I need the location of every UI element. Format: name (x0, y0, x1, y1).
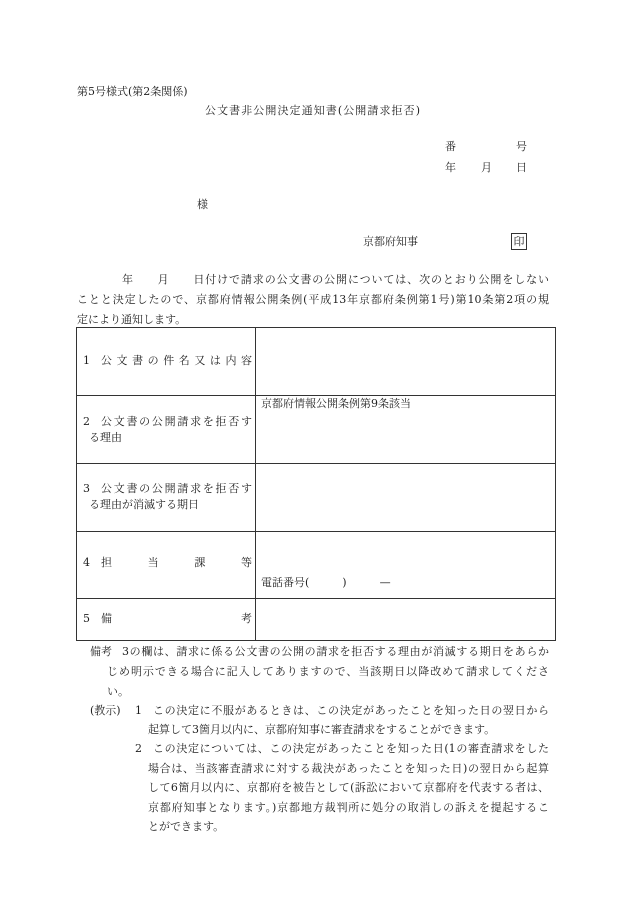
instruction-line: この決定に不服があるときは、この決定があったことを知った日の翌日から (153, 704, 549, 717)
row-number: 3 (83, 482, 90, 495)
instruction-line: 起算して3箇月以内に、京都府知事に審査請求をすることができます。 (148, 723, 496, 736)
instruction-line: 京都府知事となります。)京都地方裁判所に処分の取消しの訴えを提起するこ (148, 801, 549, 814)
remarks-label: 備考 (90, 645, 112, 658)
row-label: 公文書の件名又は内容 (101, 354, 252, 367)
row-value-cell (256, 599, 555, 640)
table-row (77, 464, 555, 532)
phone-number-line: 電話番号( ) — (261, 576, 391, 589)
row-value-cell (256, 328, 555, 395)
row-label: る理由 (89, 431, 122, 444)
row-number: 4 (83, 556, 90, 569)
reference-number-suffix: 号 (516, 140, 527, 153)
instruction-item-number: 1 (135, 704, 142, 717)
addressee-honorific: 様 (197, 198, 208, 211)
date-day-label: 日 (516, 161, 527, 174)
instruction-label: (教示) (90, 704, 121, 717)
row-label: 備考 (101, 612, 252, 625)
remarks-line: い。 (107, 685, 129, 698)
row-number: 1 (83, 354, 90, 367)
row-label-cell (77, 328, 256, 395)
table-row (77, 328, 555, 396)
instruction-line: この決定については、この決定があったことを知った日(1の審査請求をした (153, 742, 549, 755)
form-number: 第5号様式(第2条関係) (77, 85, 188, 98)
reference-number-prefix: 番 (445, 140, 456, 153)
row-label-cell (77, 464, 256, 531)
row-label-cell (77, 396, 256, 463)
row-label: 公文書の公開請求を拒否す (101, 482, 252, 495)
seal-box: 印 (511, 233, 527, 250)
row-label: る理由が消滅する期日 (89, 498, 199, 511)
table-row (77, 532, 555, 599)
date-month-label: 月 (481, 161, 492, 174)
table-row (77, 396, 555, 464)
row-label: 公文書の公開請求を拒否す (101, 415, 252, 428)
body-line: 定により通知します。 (77, 313, 187, 326)
issuer-name: 京都府知事 (363, 235, 418, 248)
row-value-cell (256, 396, 555, 463)
row-number: 2 (83, 415, 90, 428)
refusal-reason-value: 京都府情報公開条例第9条該当 (261, 397, 411, 410)
row-label-cell (77, 532, 256, 598)
instruction-line: とができます。 (148, 820, 225, 833)
instruction-line: 場合は、当該審査請求に対する裁決があったことを知った日)の翌日から起算 (148, 762, 549, 775)
table-row (77, 599, 555, 640)
remarks-line: じめ明示できる場合に記入してありますので、当該期日以降改めて請求してくださ (107, 665, 549, 678)
instruction-line: して6箇月以内に、京都府を被告として(訴訟において京都府を代表する者は、 (148, 781, 549, 794)
body-line: ことと決定したので、京都府情報公開条例(平成13年京都府条例第1号)第10条第2項の規 (77, 293, 549, 306)
row-label: 担当課等 (101, 556, 252, 569)
document-title: 公文書非公開決定通知書(公開請求拒否) (205, 104, 420, 117)
decision-table (76, 327, 556, 641)
row-value-cell (256, 532, 555, 598)
remarks-line: 3の欄は、請求に係る公文書の公開の請求を拒否する理由が消滅する期日をあらか (122, 645, 549, 658)
row-number: 5 (83, 612, 90, 625)
instruction-item-number: 2 (135, 742, 142, 755)
body-line: 年 月 日付けで請求の公文書の公開については、次のとおり公開をしない (122, 273, 549, 286)
row-value-cell (256, 464, 555, 531)
row-label-cell (77, 599, 256, 640)
date-year-label: 年 (445, 161, 456, 174)
